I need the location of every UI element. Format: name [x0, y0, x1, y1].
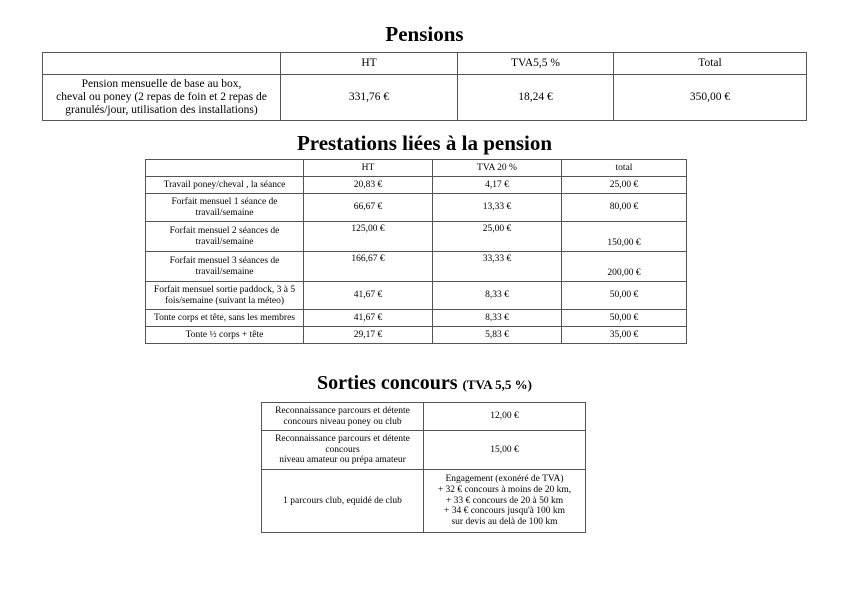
- header-cell-empty: [43, 53, 281, 75]
- sorties-title-text: Sorties concours: [316, 372, 458, 394]
- table-row: [146, 194, 687, 222]
- sorties-title: [0, 372, 849, 395]
- table-row: [262, 403, 586, 431]
- cell-total: 80,00 €: [562, 194, 687, 222]
- cell-tva: 25,00 €: [433, 222, 562, 252]
- cell-ht: 125,00 €: [304, 222, 433, 252]
- table-row: [146, 177, 687, 194]
- table-row: [146, 327, 687, 344]
- table-row: [262, 470, 586, 533]
- cell-total: 200,00 €: [562, 252, 687, 282]
- sorties-table: [261, 402, 586, 533]
- cell-ht: 41,67 €: [304, 310, 433, 327]
- table-row: [146, 252, 687, 282]
- row-label: Forfait mensuel 3 séances de travail/semaine: [146, 252, 304, 282]
- row-label: Forfait mensuel sortie paddock, 3 à 5 fois/semaine (suivant la méteo): [146, 282, 304, 310]
- header-cell-total: Total: [614, 53, 807, 75]
- table-row: [146, 310, 687, 327]
- cell-ht: 41,67 €: [304, 282, 433, 310]
- header-cell-total: total: [562, 160, 687, 177]
- header-cell-tva: TVA5,5 %: [458, 53, 614, 75]
- cell-value: 12,00 €: [424, 403, 586, 431]
- cell-total: 25,00 €: [562, 177, 687, 194]
- row-label: 1 parcours club, equidé de club: [262, 470, 424, 533]
- table-row: [146, 222, 687, 252]
- header-cell-ht: HT: [281, 53, 458, 75]
- cell-tva: 33,33 €: [433, 252, 562, 282]
- cell-tva: 4,17 €: [433, 177, 562, 194]
- row-label: Tonte ½ corps + tête: [146, 327, 304, 344]
- row-label: Forfait mensuel 1 séance de travail/semaine: [146, 194, 304, 222]
- row-label: Travail poney/cheval , la séance: [146, 177, 304, 194]
- cell-total: 350,00 €: [614, 75, 807, 121]
- pensions-title: Pensions: [385, 22, 464, 46]
- row-label: Forfait mensuel 2 séances de travail/semaine: [146, 222, 304, 252]
- table-row: [262, 431, 586, 470]
- cell-total: 50,00 €: [562, 310, 687, 327]
- cell-tva: 8,33 €: [433, 310, 562, 327]
- table-row: [146, 282, 687, 310]
- row-label: Tonte corps et tête, sans les membres: [146, 310, 304, 327]
- table-header-row: [43, 53, 807, 75]
- header-cell-tva: TVA 20 %: [433, 160, 562, 177]
- cell-total: 150,00 €: [562, 222, 687, 252]
- cell-ht: 331,76 €: [281, 75, 458, 121]
- cell-value: Engagement (exonéré de TVA) + 32 € concours à moins de 20 km, + 33 € concours de 20 à 50 km + 34 € concours jusqu'à 100 km sur devis au delà de 100 km: [424, 470, 586, 533]
- table-row: [43, 75, 807, 121]
- cell-ht: 66,67 €: [304, 194, 433, 222]
- cell-tva: 5,83 €: [433, 327, 562, 344]
- sorties-subtitle: (TVA 5,5 %): [462, 377, 532, 392]
- row-label: Reconnaissance parcours et détente concours niveau poney ou club: [262, 403, 424, 431]
- header-cell-ht: HT: [304, 160, 433, 177]
- cell-ht: 20,83 €: [304, 177, 433, 194]
- cell-total: 50,00 €: [562, 282, 687, 310]
- cell-tva: 13,33 €: [433, 194, 562, 222]
- cell-value: 15,00 €: [424, 431, 586, 470]
- row-label: Reconnaissance parcours et détente concours niveau amateur ou prépa amateur: [262, 431, 424, 470]
- prestations-table: [145, 159, 687, 344]
- cell-total: 35,00 €: [562, 327, 687, 344]
- pensions-table: [42, 52, 807, 121]
- cell-tva: 8,33 €: [433, 282, 562, 310]
- prestations-title: Prestations liées à la pension: [296, 131, 553, 155]
- cell-ht: 166,67 €: [304, 252, 433, 282]
- cell-tva: 18,24 €: [458, 75, 614, 121]
- row-label: Pension mensuelle de base au box, cheval ou poney (2 repas de foin et 2 repas de granulés/jour, utilisation des installations): [43, 75, 281, 121]
- header-cell-empty: [146, 160, 304, 177]
- table-header-row: [146, 160, 687, 177]
- cell-ht: 29,17 €: [304, 327, 433, 344]
